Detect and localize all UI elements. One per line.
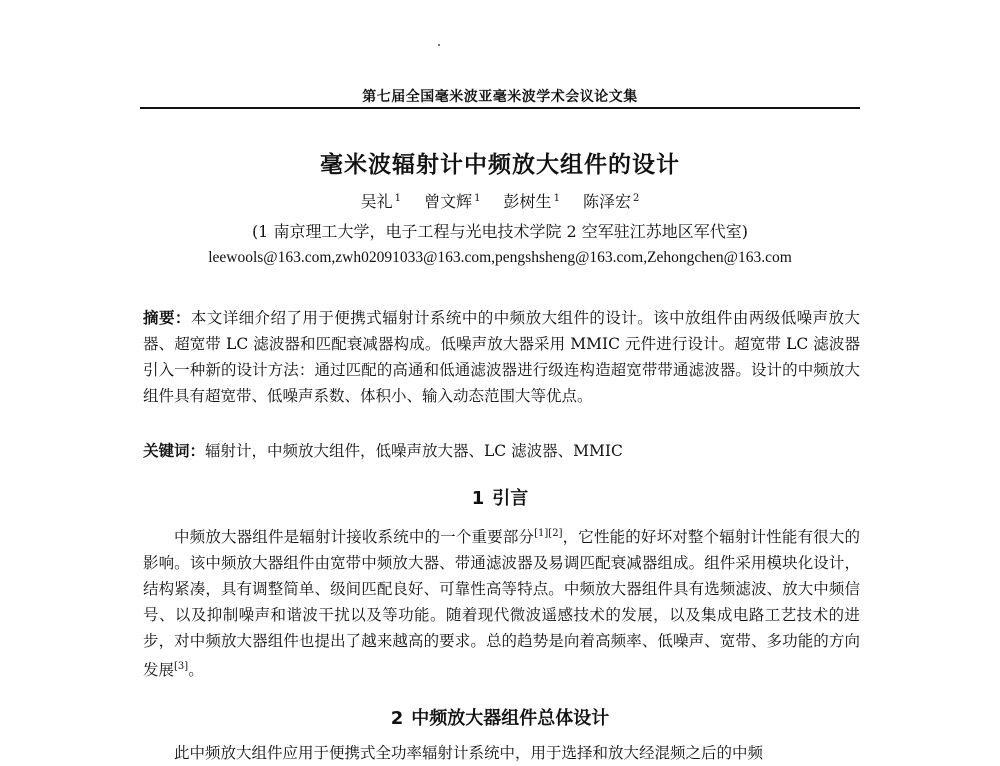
section-number: 1 [471,488,485,509]
affiliation-mark: 1 [474,193,481,204]
author-name: 吴礼 [360,192,393,211]
abstract-text: 本文详细介绍了用于便携式辐射计系统中的中频放大组件的设计。该中放组件由两级低噪声放大器、超宽带 LC 滤波器和匹配衰减器构成。低噪声放大器采用 MMIC 元件进行设计。超宽带 LC 滤波器引入一种新的设计方法：通过匹配的高通和低通滤波器进行级连构造超宽带带通滤波器。设计的中频放大组件具有超宽带、低噪声系数、体积小、输入动态范围大等优点。 [143,309,860,405]
author [361,189,401,212]
keywords-text: 辐射计，中频放大组件，低噪声放大器、LC 滤波器、MMIC [205,442,623,460]
section-title: 引言 [492,488,529,509]
header-rule [140,107,860,109]
introduction-paragraph [143,521,860,683]
paragraph-text: ，它性能的好坏对整个辐射计性能有很大的影响。该中频放大器组件由宽带中频放大器、带通滤波器及易调匹配衰减器组成。组件采用模块化设计，结构紧凑，具有调整简单、级间匹配良好、可靠性高等特点。中频放大器组件具有选频滤波、放大中频信号、以及抑制噪声和谐波干扰以及等功能。随着现代微波遥感技术的发展，以及集成电路工艺技术的进步，对中频放大器组件也提出了越来越高的要求。总的趋势是向着高频率、低噪声、宽带、多功能的方向发展 [143,528,860,679]
paragraph-text: 。 [188,661,204,679]
author [424,189,480,212]
affiliations: (1 南京理工大学，电子工程与光电技术学院 2 空军驻江苏地区军代室) [251,222,749,241]
keywords-label: 关键词： [143,442,206,460]
paper-title: 毫米波辐射计中频放大组件的设计 [320,152,680,178]
author-name: 彭树生 [503,192,552,211]
section-heading-overall-design [140,704,860,730]
scan-speck [438,44,440,46]
section-title: 中频放大器组件总体设计 [411,708,610,729]
abstract-label: 摘要： [143,309,191,327]
affiliation-mark: 2 [633,193,640,204]
author-name: 曾文辉 [424,192,473,211]
citation: [1][2] [534,528,563,539]
running-header: 第七届全国毫米波亚毫米波学术会议论文集 [362,89,638,105]
affiliation-mark: 1 [394,193,401,204]
affiliation-mark: 1 [553,193,560,204]
author [504,189,560,212]
author [583,189,639,212]
author-list [140,189,860,212]
section-number: 2 [390,708,404,729]
overall-design-paragraph: 此中频放大组件应用于便携式全功率辐射计系统中，用于选择和放大经混频之后的中频 [174,744,764,762]
keywords [143,440,860,462]
citation: [3] [174,661,189,672]
section-heading-introduction [140,484,860,510]
abstract [143,305,860,409]
paragraph-text: 中频放大器组件是辐射计接收系统中的一个重要部分 [174,528,535,546]
author-name: 陈泽宏 [583,192,632,211]
author-emails: leewools@163.com,zwh02091033@163.com,pengshsheng@163.com,Zehongchen@163.com [208,249,792,266]
